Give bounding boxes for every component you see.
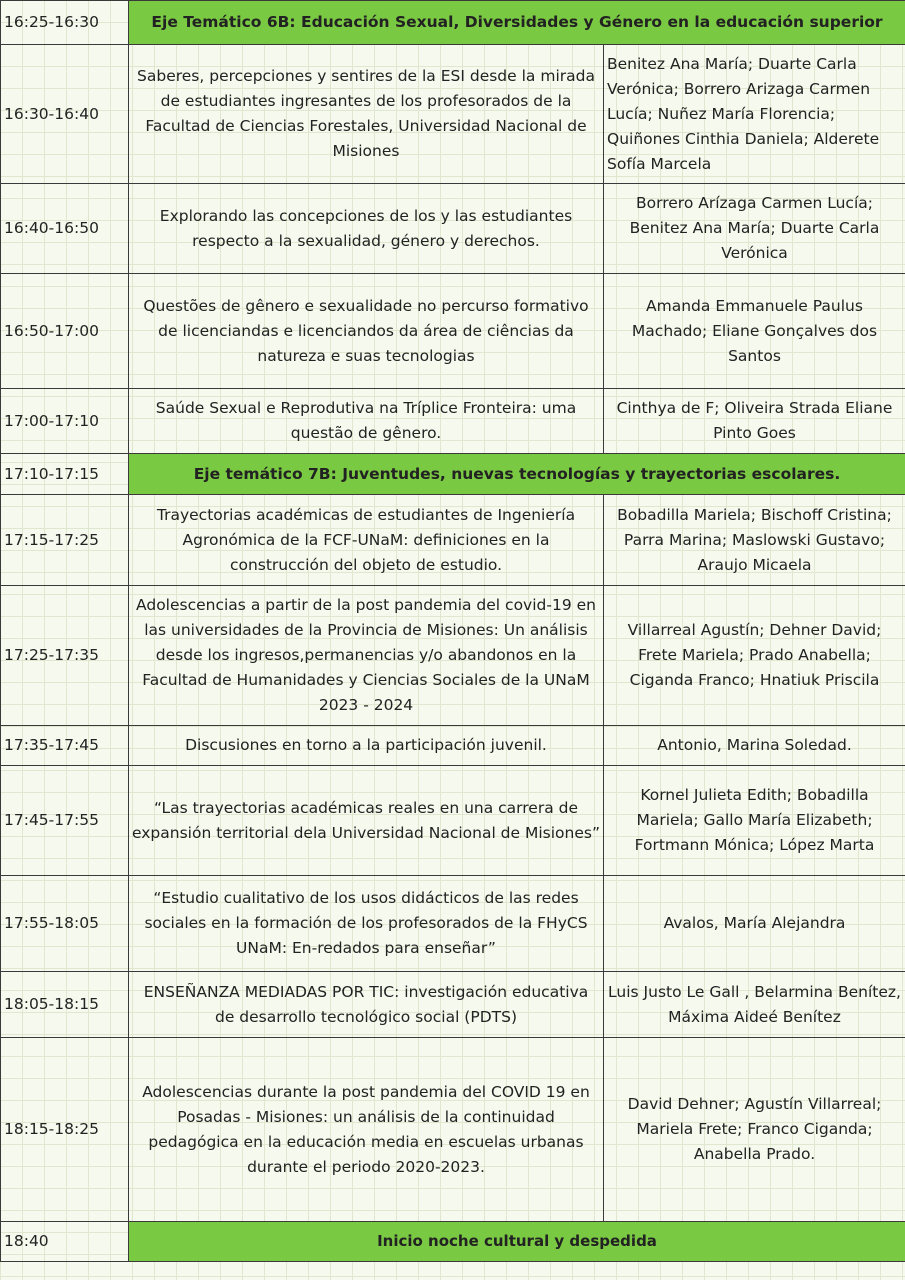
paper-authors: Bobadilla Mariela; Bischoff Cristina; Parra Marina; Maslowski Gustavo; Araujo Micaela <box>604 495 905 586</box>
paper-title: ENSEÑANZA MEDIADAS POR TIC: investigación educativa de desarrollo tecnológico social (PDTS) <box>129 972 604 1038</box>
table-row <box>1 586 905 726</box>
paper-authors: Avalos, María Alejandra <box>604 876 905 972</box>
paper-authors: Kornel Julieta Edith; Bobadilla Mariela; Gallo María Elizabeth; Fortmann Mónica; López Marta <box>604 766 905 876</box>
section-header-row <box>1 454 905 495</box>
paper-authors: Cinthya de F; Oliveira Strada Eliane Pinto Goes <box>604 389 905 454</box>
time-cell: 17:00-17:10 <box>1 389 129 454</box>
paper-title: Explorando las concepciones de los y las estudiantes respecto a la sexualidad, género y derechos. <box>129 184 604 274</box>
time-cell: 17:45-17:55 <box>1 766 129 876</box>
table-row <box>1 389 905 454</box>
section-title: Eje Temático 6B: Educación Sexual, Diversidades y Género en la educación superior <box>129 1 905 45</box>
paper-authors: Benitez Ana María; Duarte Carla Verónica; Borrero Arizaga Carmen Lucía; Nuñez María Florencia; Quiñones Cinthia Daniela; Alderete Sofía Marcela <box>604 45 905 184</box>
section-header-row <box>1 1 905 45</box>
paper-title: Questões de gênero e sexualidade no percurso formativo de licenciandas e licenciandos da área de ciências da natureza e suas tecnologias <box>129 274 604 389</box>
paper-title: Adolescencias durante la post pandemia del COVID 19 en Posadas - Misiones: un análisis de la continuidad pedagógica en la educación media en escuelas urbanas durante el periodo 2020-2023. <box>129 1038 604 1222</box>
paper-title: Trayectorias académicas de estudiantes de Ingeniería Agronómica de la FCF-UNaM: definiciones en la construcción del objeto de estudio. <box>129 495 604 586</box>
section-title: Eje temático 7B: Juventudes, nuevas tecnologías y trayectorias escolares. <box>129 454 905 495</box>
paper-title: Discusiones en torno a la participación juvenil. <box>129 726 604 766</box>
paper-title: Saúde Sexual e Reprodutiva na Tríplice Fronteira: uma questão de gênero. <box>129 389 604 454</box>
table-row <box>1 876 905 972</box>
table-row <box>1 45 905 184</box>
table-row <box>1 184 905 274</box>
time-cell: 17:35-17:45 <box>1 726 129 766</box>
table-row <box>1 726 905 766</box>
time-cell: 16:50-17:00 <box>1 274 129 389</box>
paper-title: Adolescencias a partir de la post pandemia del covid-19 en las universidades de la Provincia de Misiones: Un análisis desde los ingresos,permanencias y/o abandonos en la Facultad de Humanidades y Ciencias Sociales de la UNaM 2023 - 2024 <box>129 586 604 726</box>
table-row <box>1 766 905 876</box>
section-header-row <box>1 1222 905 1262</box>
time-cell: 18:05-18:15 <box>1 972 129 1038</box>
paper-title: Saberes, percepciones y sentires de la ESI desde la mirada de estudiantes ingresantes de los profesorados de la Facultad de Ciencias Forestales, Universidad Nacional de Misiones <box>129 45 604 184</box>
time-cell: 17:10-17:15 <box>1 454 129 495</box>
paper-authors: Borrero Arízaga Carmen Lucía; Benitez Ana María; Duarte Carla Verónica <box>604 184 905 274</box>
section-title: Inicio noche cultural y despedida <box>129 1222 905 1262</box>
time-cell: 17:15-17:25 <box>1 495 129 586</box>
time-cell: 16:40-16:50 <box>1 184 129 274</box>
table-row <box>1 1038 905 1222</box>
paper-authors: David Dehner; Agustín Villarreal; Mariela Frete; Franco Ciganda; Anabella Prado. <box>604 1038 905 1222</box>
paper-authors: Antonio, Marina Soledad. <box>604 726 905 766</box>
table-row <box>1 274 905 389</box>
table-row <box>1 495 905 586</box>
table-row <box>1 972 905 1038</box>
paper-authors: Luis Justo Le Gall , Belarmina Benítez, Máxima Aideé Benítez <box>604 972 905 1038</box>
time-cell: 17:55-18:05 <box>1 876 129 972</box>
paper-title: “Estudio cualitativo de los usos didácticos de las redes sociales en la formación de los profesorados de la FHyCS UNaM: En-redados para enseñar” <box>129 876 604 972</box>
time-cell: 16:25-16:30 <box>1 1 129 45</box>
paper-authors: Villarreal Agustín; Dehner David; Frete Mariela; Prado Anabella; Ciganda Franco; Hnatiuk Priscila <box>604 586 905 726</box>
paper-authors: Amanda Emmanuele Paulus Machado; Eliane Gonçalves dos Santos <box>604 274 905 389</box>
time-cell: 16:30-16:40 <box>1 45 129 184</box>
paper-title: “Las trayectorias académicas reales en una carrera de expansión territorial dela Universidad Nacional de Misiones” <box>129 766 604 876</box>
time-cell: 17:25-17:35 <box>1 586 129 726</box>
time-cell: 18:15-18:25 <box>1 1038 129 1222</box>
time-cell: 18:40 <box>1 1222 129 1262</box>
